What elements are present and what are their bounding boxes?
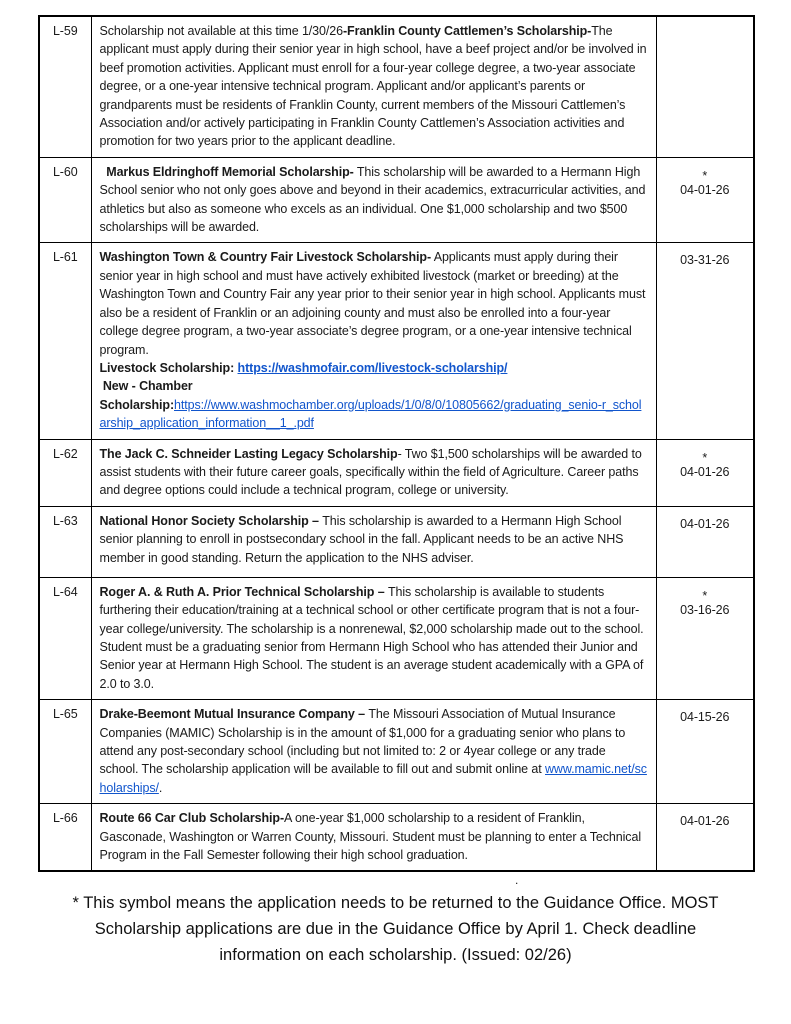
scholarship-deadline [656, 439, 754, 506]
deadline-date: 04-01-26 [680, 182, 730, 197]
description-text: New - Chamber [99, 379, 193, 394]
footnote-line: Scholarship applications are due in the Guidance Office by April 1. Check deadline [94, 920, 697, 939]
description-text: This scholarship is awarded to a Hermann High School senior planning to enroll in postsecondary school in the fall. Applicant needs to be an active NHS member in good standing. Return the application to the NHS adviser. [99, 513, 627, 565]
scholarship-id: L-63 [39, 506, 91, 577]
scholarship-link[interactable]: www.mamic.net/scholarships/ [99, 762, 647, 795]
description-text: Markus Eldringhoff Memorial Scholarship- [99, 164, 354, 179]
guidance-office-star: * [702, 588, 708, 603]
scholarship-description [91, 506, 656, 577]
footnote [0, 890, 791, 968]
table-row [39, 243, 754, 439]
scholarship-table [38, 15, 755, 872]
description-text: National Honor Society Scholarship – [99, 513, 323, 528]
description-text: Washington Town & Country Fair Livestock Scholarship- [99, 250, 432, 265]
description-text: This scholarship is available to students furthering their education/training at a technical school or other certificate program that is not a four-year college/university. The scholarship is a nonrenewal, $2,000 scholarship made out to the school. Student must be a graduating senior from Hermann High School who has attended their Junior and Senior year at Hermann High School. The student is an average student academically with a GPA of 2.0 to 3.0. [99, 584, 647, 691]
description-text: Applicants must apply during their senior year in high school and must have actively exhibited livestock (market or breeding) at the Washington Town and Country Fair any year prior to their senior year in high school. Applicants must also be a resident of Franklin or an adjoining county and must also be enrolled into a four-year college degree program, a two-year associate’s degree program, or a one-year intensive technical program. [99, 250, 649, 357]
guidance-office-star: * [702, 168, 708, 183]
scholarship-deadline [656, 157, 754, 243]
scholarship-description [91, 243, 656, 439]
scholarship-deadline [656, 700, 754, 804]
description-text: The Missouri Association of Mutual Insurance Companies (MAMIC) Scholarship is in the amount of $1,000 for a graduating senior who plans to attend any post-secondary school (including but not limited to: 2 or 4year college or any trade school. The scholarship application will be available to fill out and submit online at [99, 707, 629, 777]
footnote-line: * This symbol means the application needs to be returned to the Guidance Office. MOST [72, 894, 719, 913]
table-row [39, 804, 754, 872]
scholarship-id: L-66 [39, 804, 91, 872]
scholarship-link[interactable]: https://www.washmochamber.org/uploads/1/0/8/0/10805662/graduating_senio-r_scholarship_application_information__1_.pdf [99, 397, 642, 431]
scholarship-id: L-65 [39, 700, 91, 804]
stray-period: . [515, 873, 519, 888]
table-row [39, 506, 754, 577]
scholarship-description [91, 700, 656, 804]
deadline-date: 03-16-26 [680, 602, 730, 617]
table-row [39, 16, 754, 157]
scholarship-id: L-61 [39, 243, 91, 439]
description-text: -Franklin County Cattlemen’s Scholarship- [342, 24, 592, 38]
scholarship-deadline [656, 804, 754, 872]
deadline-date: 04-01-26 [680, 464, 730, 479]
scholarship-description [91, 439, 656, 506]
description-text: Route 66 Car Club Scholarship- [99, 811, 285, 826]
table-row [39, 577, 754, 699]
scholarship-link[interactable]: https://washmofair.com/livestock-scholarship/ [237, 360, 508, 375]
deadline-date: 03-31-26 [680, 253, 730, 268]
description-text: Scholarship: [99, 397, 175, 412]
table-row [39, 700, 754, 804]
scholarship-id: L-60 [39, 157, 91, 243]
description-text: This scholarship will be awarded to a Hermann High School senior who not only goes above and beyond in their academics, extracurricular activities, and athletics but also as someone who excels as an individual. One $1,000 scholarship and two $500 scholarships will be awarded. [99, 164, 649, 235]
footnote-line: information on each scholarship. (Issued: 02/26) [219, 946, 572, 965]
scholarship-description [91, 16, 656, 157]
scholarship-deadline [656, 16, 754, 157]
description-text: . [158, 780, 163, 795]
scholarship-deadline [656, 506, 754, 577]
description-text: Scholarship not available at this time 1/30/26 [99, 24, 343, 38]
description-text: A one-year $1,000 scholarship to a resident of Franklin, Gasconade, Washington or Warren County, Missouri. Student must be planning to enter a Technical Program in the Fall Semester following their high school graduation. [99, 811, 645, 863]
deadline-date: 04-01-26 [680, 516, 730, 531]
scholarship-description [91, 157, 656, 243]
scholarship-deadline [656, 243, 754, 439]
scholarship-id: L-62 [39, 439, 91, 506]
table-row [39, 157, 754, 243]
scholarship-table-body [39, 16, 754, 871]
description-text: Drake-Beemont Mutual Insurance Company – [99, 707, 369, 722]
deadline-date: 04-01-26 [680, 814, 730, 829]
description-text: The applicant must apply during their senior year in high school, have a beef project and/or be involved in beef promotion activities. Applicant must enroll for a four-year college degree, a two-year associate degree, or a one-year intensive technical program. Applicant and/or applicant’s parents or grandparents must be residents of Franklin County, current members of the Missouri Cattlemen’s Association and/or actively participating in Franklin County Cattlemen’s Association activities and promotion for two years prior to the applicant deadline. [99, 24, 650, 149]
scholarship-id: L-59 [39, 16, 91, 157]
description-text: Roger A. & Ruth A. Prior Technical Scholarship – [99, 584, 388, 599]
guidance-office-star: * [702, 450, 708, 465]
scholarship-id: L-64 [39, 577, 91, 699]
scholarship-description [91, 577, 656, 699]
description-text: Livestock Scholarship: [99, 360, 238, 375]
table-row [39, 439, 754, 506]
scholarship-description [91, 804, 656, 872]
scholarship-deadline [656, 577, 754, 699]
description-text: The Jack C. Schneider Lasting Legacy Scholarship [99, 446, 398, 461]
document-page [0, 15, 791, 1024]
deadline-date: 04-15-26 [680, 710, 730, 725]
description-text: - Two $1,500 scholarships will be awarded to assist students with their future career goals, specifically within the field of Agriculture. Career paths and degree options could include a technical program, college or university. [99, 446, 646, 498]
